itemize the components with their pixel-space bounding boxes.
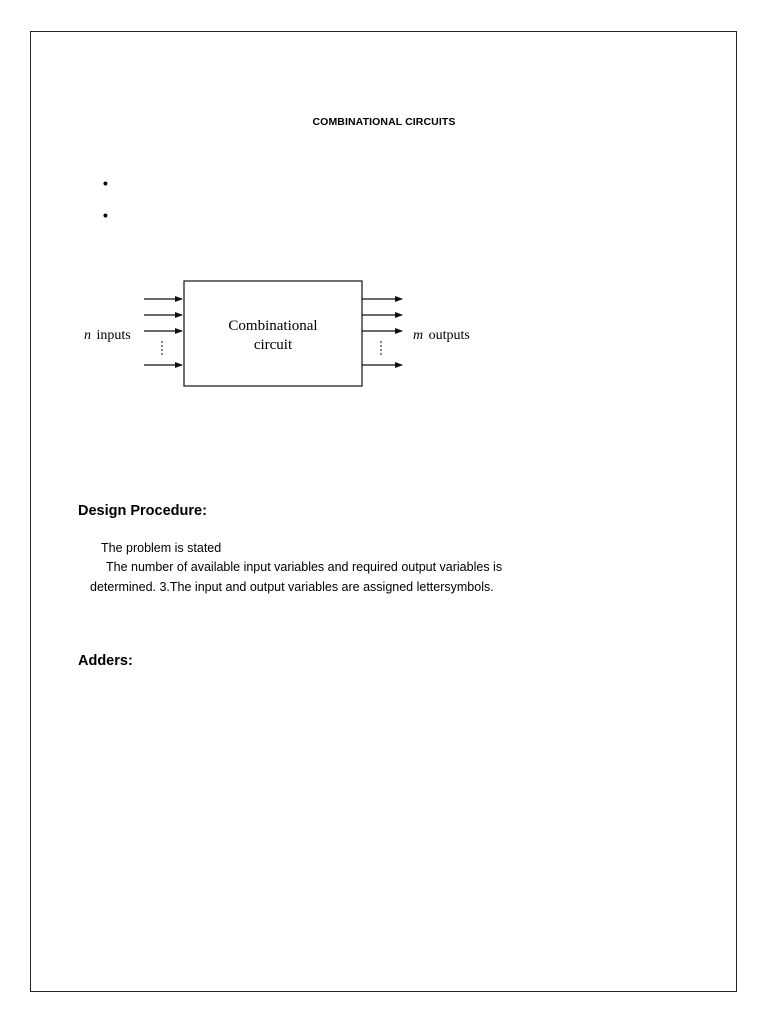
svg-text:n inputs <box>84 328 131 343</box>
box-label-line2: circuit <box>253 337 293 353</box>
design-procedure-line-2: The number of available input variables and required output variables is <box>106 560 503 574</box>
document-title: COMBINATIONAL CIRCUITS <box>312 116 456 128</box>
combinational-circuit-diagram <box>80 276 480 390</box>
adders-heading: Adders: <box>78 653 133 669</box>
inputs-label: inputs <box>96 328 131 343</box>
output-ellipsis <box>380 341 382 355</box>
bullet-item-1: • <box>103 175 108 191</box>
inputs-variable: n <box>84 328 91 343</box>
outputs-variable: m <box>413 328 424 343</box>
design-procedure-line-3: determined. 3.The input and output variables are assigned lettersymbols. <box>90 580 494 594</box>
bullet-item-2: • <box>103 207 108 223</box>
box-label-line1: Combinational <box>228 318 318 334</box>
design-procedure-line-1: The problem is stated <box>101 541 222 555</box>
svg-text:m outputs <box>413 328 470 343</box>
outputs-label: outputs <box>428 328 470 343</box>
design-procedure-heading: Design Procedure: <box>78 503 207 519</box>
input-ellipsis <box>161 341 163 355</box>
